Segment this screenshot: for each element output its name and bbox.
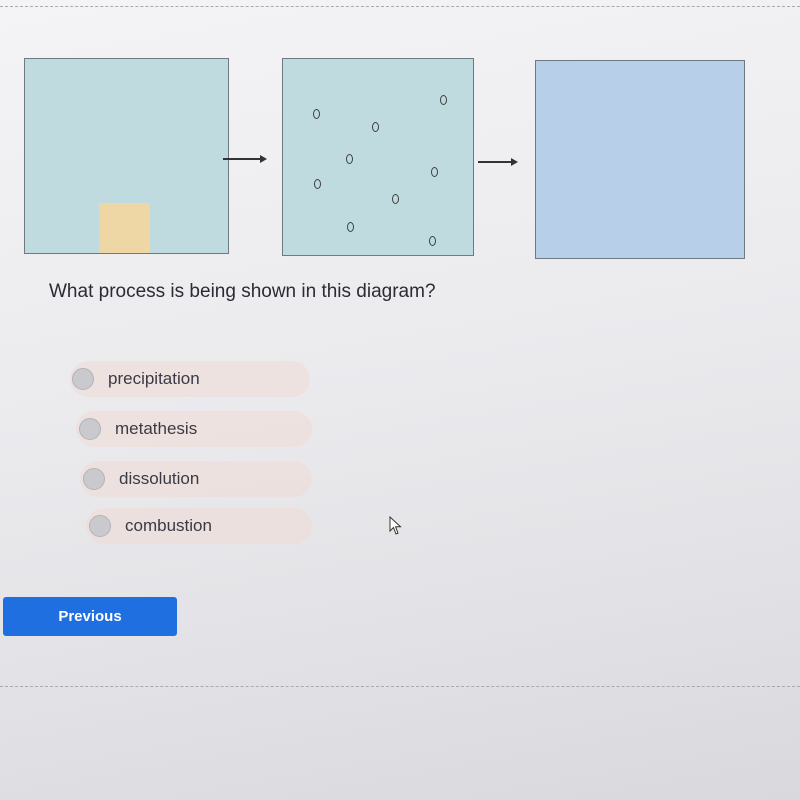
beaker-with-solid [24,58,229,254]
previous-button[interactable]: Previous [3,597,177,636]
solid-block [99,203,150,253]
radio-button[interactable] [83,468,105,490]
beaker-solution [535,60,745,259]
particle [431,167,438,177]
particle [314,179,321,189]
particle [429,236,436,246]
option-label: precipitation [108,369,200,388]
bottom-divider [0,686,800,687]
option-metathesis[interactable] [76,411,312,447]
option-label: combustion [125,516,212,535]
mouse-cursor-icon [389,516,403,536]
process-diagram [0,0,800,270]
option-label: dissolution [119,469,200,488]
option-dissolution[interactable] [80,461,312,497]
option-combustion[interactable] [86,508,312,544]
radio-button[interactable] [89,515,111,537]
particle [347,222,354,232]
radio-button[interactable] [79,418,101,440]
particle [313,109,320,119]
option-label: metathesis [115,419,198,438]
arrow-right-icon [223,154,267,164]
particle [440,95,447,105]
question-text: What process is being shown in this diagram? [49,281,436,302]
particle [372,122,379,132]
radio-button[interactable] [72,368,94,390]
particle [346,154,353,164]
option-precipitation[interactable] [70,361,310,397]
arrow-right-icon [478,157,518,167]
beaker-with-particles [282,58,474,256]
particle [392,194,399,204]
